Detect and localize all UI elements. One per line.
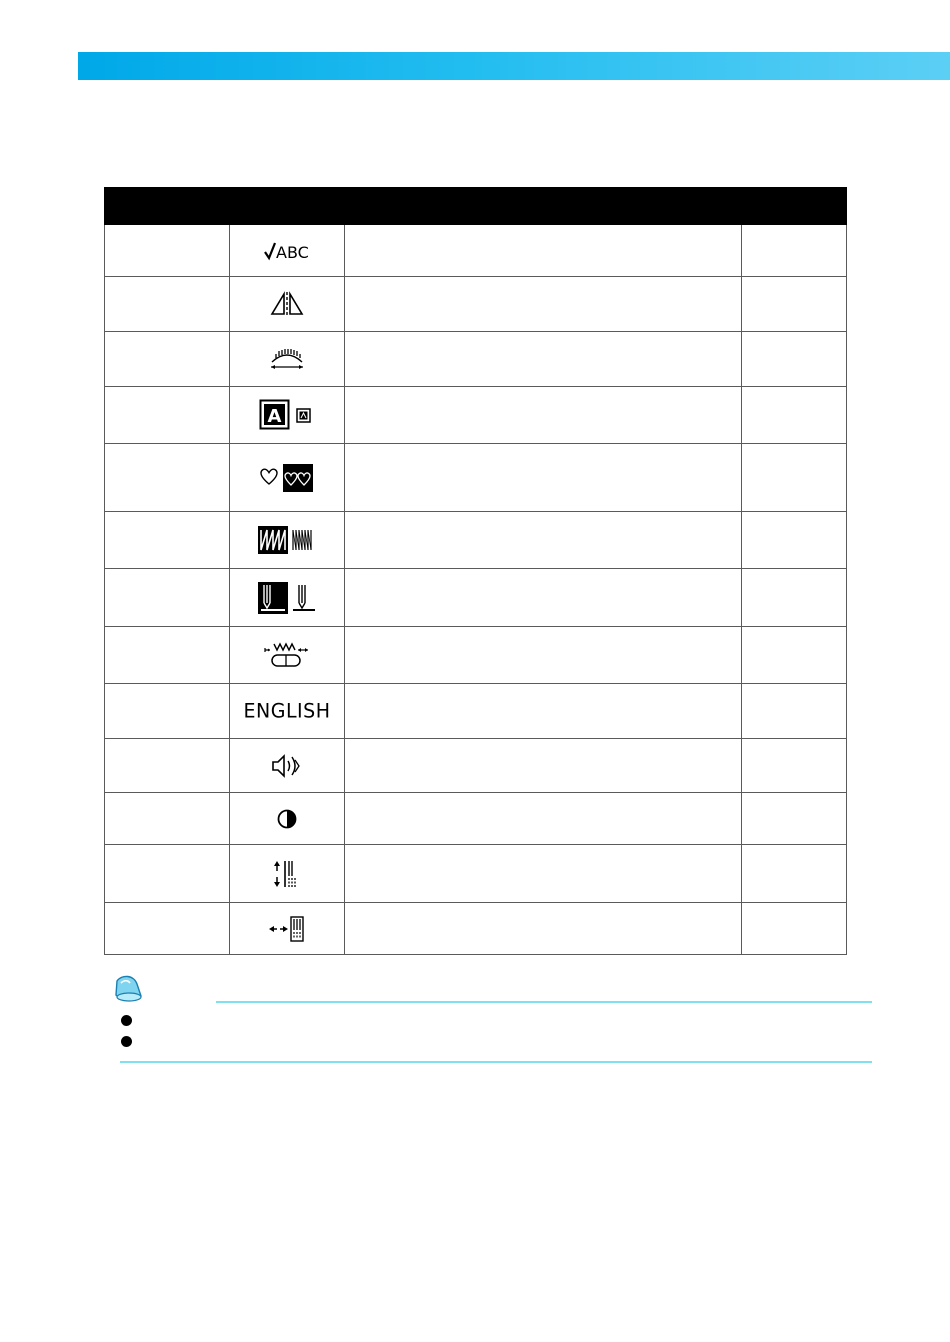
table-cell xyxy=(345,512,742,569)
table-cell xyxy=(742,225,847,277)
table-row xyxy=(105,512,847,569)
column-header xyxy=(230,188,345,225)
icon-label: ABC xyxy=(276,242,309,262)
table-cell xyxy=(742,569,847,627)
horizontal-adjust-icon xyxy=(266,914,308,944)
buttonhole-adjust-icon xyxy=(262,640,312,670)
table-cell xyxy=(230,793,345,845)
spell-check-abc-icon xyxy=(262,240,312,262)
character-size-icon xyxy=(259,399,315,431)
table-cell xyxy=(230,903,345,955)
table-cell xyxy=(742,387,847,444)
table-cell xyxy=(742,627,847,684)
table-cell xyxy=(345,739,742,793)
table-cell xyxy=(345,277,742,332)
table-cell xyxy=(230,512,345,569)
vertical-adjust-icon xyxy=(269,858,305,890)
table-row xyxy=(105,627,847,684)
table-cell xyxy=(345,684,742,739)
table-cell xyxy=(345,845,742,903)
table-cell xyxy=(230,225,345,277)
table-cell xyxy=(230,332,345,387)
table-cell xyxy=(742,845,847,903)
table-cell xyxy=(345,627,742,684)
table-row xyxy=(105,739,847,793)
table-row xyxy=(105,387,847,444)
table-cell xyxy=(345,387,742,444)
table-row xyxy=(105,569,847,627)
column-header xyxy=(345,188,742,225)
table-cell xyxy=(742,277,847,332)
table-cell xyxy=(230,569,345,627)
stitch-width-icon xyxy=(267,346,307,372)
column-header xyxy=(105,188,230,225)
table-row xyxy=(105,793,847,845)
table-cell xyxy=(105,684,230,739)
needle-position-icon xyxy=(257,581,317,615)
table-cell xyxy=(345,903,742,955)
table-cell xyxy=(105,332,230,387)
table-cell xyxy=(105,739,230,793)
table-cell xyxy=(105,512,230,569)
table-cell xyxy=(345,444,742,512)
table-cell xyxy=(105,569,230,627)
table-cell xyxy=(230,739,345,793)
note-divider-bottom xyxy=(120,1061,872,1063)
table-cell xyxy=(105,444,230,512)
column-header xyxy=(742,188,847,225)
language-icon: ENGLISH xyxy=(243,699,331,723)
table-cell xyxy=(742,512,847,569)
table-cell xyxy=(230,627,345,684)
table-cell xyxy=(742,684,847,739)
table-cell xyxy=(105,277,230,332)
table-cell xyxy=(742,332,847,387)
table-cell xyxy=(105,225,230,277)
icon-label: A xyxy=(267,406,282,427)
mirror-image-icon xyxy=(267,291,307,317)
buzzer-sound-icon xyxy=(267,752,307,780)
table-cell xyxy=(742,903,847,955)
table-cell xyxy=(105,793,230,845)
stitch-density-icon xyxy=(257,524,317,556)
table-cell xyxy=(105,387,230,444)
table-cell xyxy=(230,444,345,512)
table-cell xyxy=(230,277,345,332)
settings-table xyxy=(104,187,847,955)
table-row xyxy=(105,332,847,387)
table-cell xyxy=(345,569,742,627)
note-divider-top xyxy=(216,1001,872,1003)
table-cell xyxy=(345,332,742,387)
table-row xyxy=(105,845,847,903)
table-row xyxy=(105,444,847,512)
chapter-header-bar xyxy=(78,52,950,80)
screen-contrast-icon xyxy=(273,807,301,831)
table-cell xyxy=(105,845,230,903)
table-row xyxy=(105,903,847,955)
table-cell xyxy=(345,793,742,845)
table-header-row xyxy=(105,188,847,225)
table-cell xyxy=(105,627,230,684)
table-cell xyxy=(230,387,345,444)
table-cell xyxy=(742,793,847,845)
table-row xyxy=(105,277,847,332)
table-row xyxy=(105,225,847,277)
table-row xyxy=(105,684,847,739)
table-cell xyxy=(230,845,345,903)
bullet-point xyxy=(121,1015,132,1026)
table-cell xyxy=(105,903,230,955)
bullet-point xyxy=(121,1036,132,1047)
table-cell xyxy=(742,444,847,512)
table-cell xyxy=(230,684,345,739)
heart-repeat-icon xyxy=(259,462,315,494)
memo-bell-icon xyxy=(112,975,144,1010)
table-cell xyxy=(345,225,742,277)
table-cell xyxy=(742,739,847,793)
